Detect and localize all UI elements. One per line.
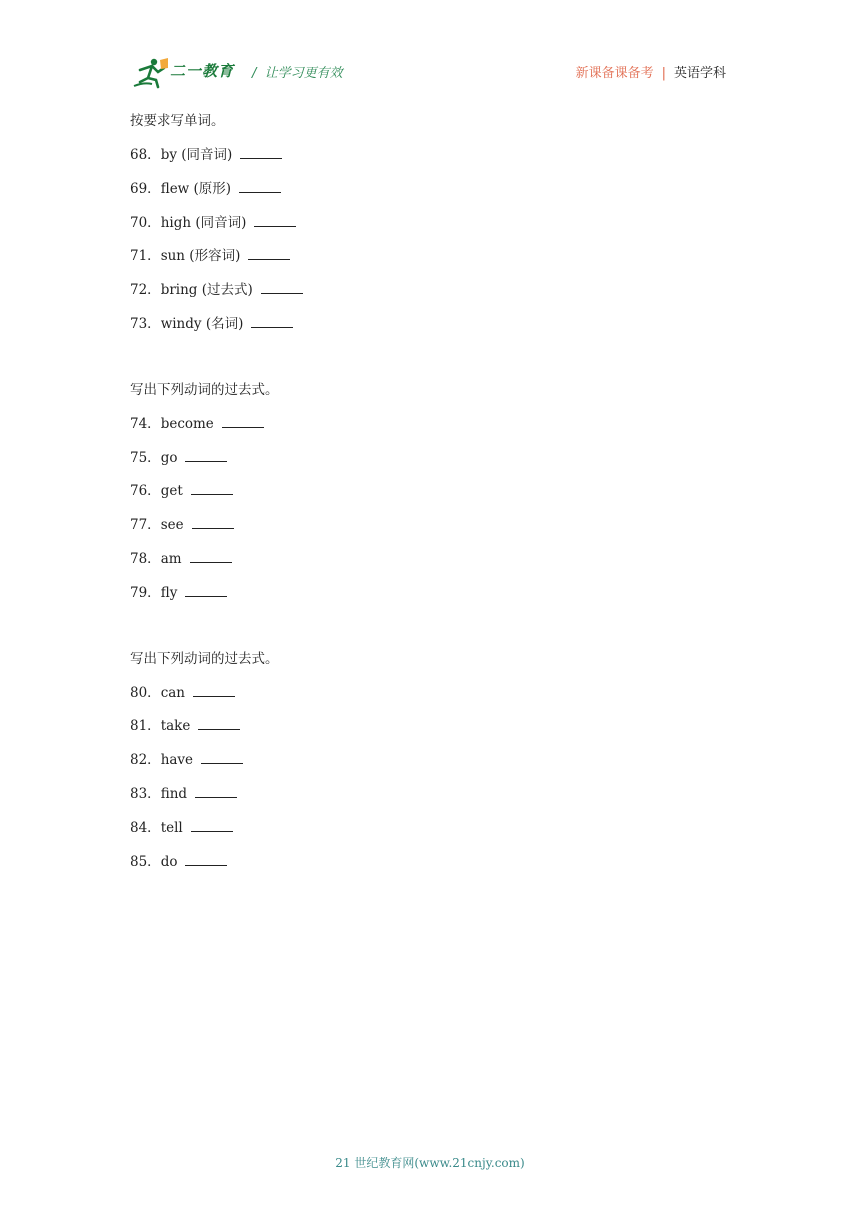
question-item [130, 277, 730, 303]
answer-blank[interactable] [193, 682, 235, 697]
answer-blank[interactable] [185, 447, 227, 462]
question-number: 69． [130, 180, 161, 197]
answer-blank[interactable] [185, 582, 227, 597]
question-item [130, 580, 730, 606]
answer-blank[interactable] [248, 245, 290, 260]
header-right [576, 62, 726, 81]
answer-blank[interactable] [185, 851, 227, 866]
question-number: 72． [130, 282, 161, 299]
question-text: by (同音词) [160, 147, 233, 163]
question-item [130, 747, 730, 773]
question-item [130, 512, 730, 538]
question-number: 76． [130, 483, 161, 500]
answer-blank[interactable] [195, 783, 237, 798]
section-gap [130, 614, 730, 646]
question-item [130, 411, 730, 437]
header-divider: | [661, 66, 666, 81]
question-text: see [160, 517, 184, 534]
answer-blank[interactable] [261, 279, 303, 294]
question-number: 85． [130, 853, 161, 870]
question-text: get [160, 483, 183, 500]
question-number: 68． [130, 147, 161, 163]
question-number: 84． [130, 819, 161, 836]
question-item [130, 781, 730, 807]
question-number: 78． [130, 550, 161, 567]
question-item [130, 849, 730, 875]
question-number: 74． [130, 415, 161, 432]
slogan: / 让学习更有效 [252, 66, 343, 81]
worksheet-content [130, 108, 730, 882]
subject-label: 英语学科 [673, 66, 726, 81]
course-label: 新课备课备考 [575, 66, 654, 81]
section-heading: 写出下列动词的过去式。 [130, 650, 279, 667]
question-text: have [160, 752, 194, 769]
answer-blank[interactable] [192, 514, 234, 529]
question-text: do [160, 853, 178, 870]
question-text: go [160, 449, 178, 466]
page-footer: 21 世纪教育网(www.21cnjy.com) [335, 1156, 525, 1170]
question-text: take [160, 718, 191, 735]
question-item [130, 311, 730, 337]
question-number: 82． [130, 752, 161, 769]
answer-blank[interactable] [190, 548, 232, 563]
section-gap [130, 345, 730, 377]
question-number: 75． [130, 449, 161, 466]
slogan-text: 让学习更有效 [264, 66, 343, 81]
page-header [130, 52, 726, 92]
question-text: bring (过去式) [160, 282, 253, 299]
question-text: tell [160, 819, 183, 836]
question-number: 71． [130, 248, 161, 265]
question-number: 73． [130, 315, 161, 332]
section-heading: 按要求写单词。 [130, 113, 225, 129]
answer-blank[interactable] [198, 715, 240, 730]
question-text: fly [160, 584, 178, 601]
question-item [130, 445, 730, 471]
question-text: find [160, 785, 188, 802]
question-number: 83． [130, 785, 161, 802]
question-item [130, 713, 730, 739]
answer-blank[interactable] [251, 313, 293, 328]
question-number: 70． [130, 214, 161, 231]
question-text: am [160, 550, 182, 567]
question-item [130, 478, 730, 504]
answer-blank[interactable] [222, 413, 264, 428]
question-item [130, 815, 730, 841]
question-item [130, 546, 730, 572]
question-text: sun (形容词) [160, 248, 241, 265]
question-text: become [160, 415, 214, 432]
question-number: 77． [130, 517, 161, 534]
question-item [130, 176, 730, 202]
answer-blank[interactable] [239, 178, 281, 193]
question-number: 80． [130, 684, 161, 701]
section-heading: 写出下列动词的过去式。 [130, 381, 279, 398]
question-item [130, 210, 730, 236]
question-text: can [160, 684, 185, 701]
logo-text: 二一教育 [170, 62, 235, 80]
question-item [130, 680, 730, 706]
question-item [130, 142, 730, 168]
question-item [130, 243, 730, 269]
question-number: 81． [130, 718, 161, 735]
answer-blank[interactable] [191, 480, 233, 495]
answer-blank[interactable] [254, 212, 296, 227]
answer-blank[interactable] [240, 144, 282, 159]
question-text: windy (名词) [160, 315, 244, 332]
question-text: high (同音词) [160, 214, 247, 231]
answer-blank[interactable] [201, 749, 243, 764]
question-text: flew (原形) [160, 180, 232, 197]
answer-blank[interactable] [191, 817, 233, 832]
question-number: 79． [130, 584, 161, 601]
